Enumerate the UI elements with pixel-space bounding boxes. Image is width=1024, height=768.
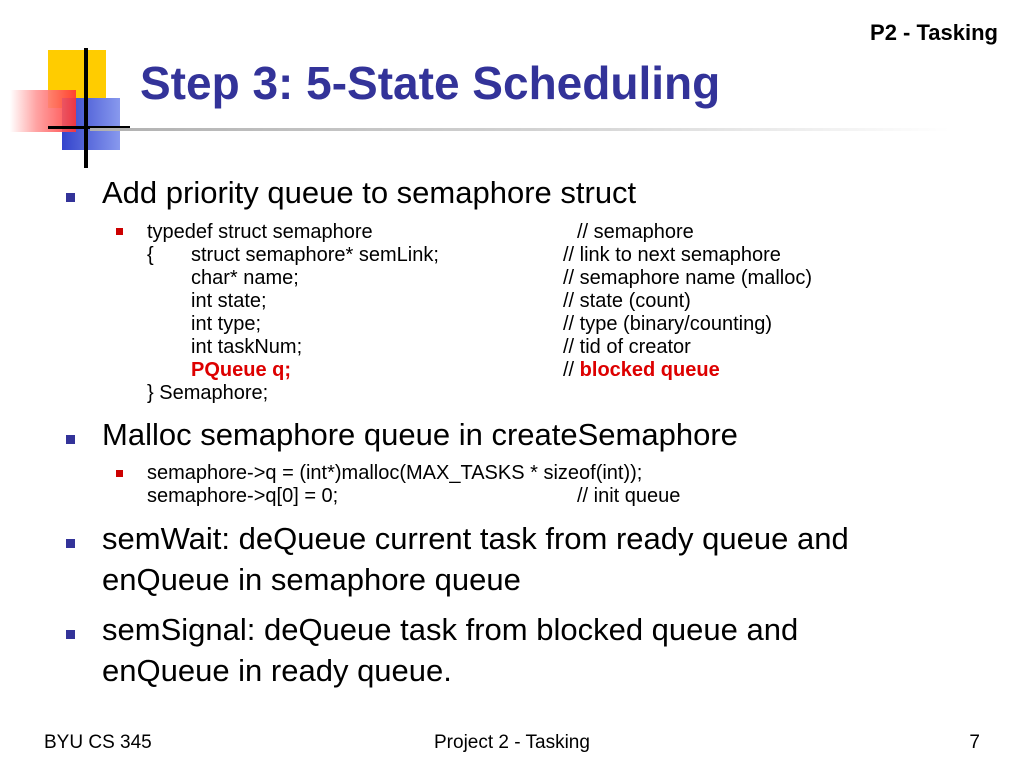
code-line-highlight: PQueue q;	[191, 359, 292, 381]
comment-prefix: //	[563, 359, 580, 381]
logo-blocks	[0, 40, 140, 170]
footer-center: Project 2 - Tasking	[434, 732, 590, 753]
header-tag: P2 - Tasking	[870, 20, 998, 45]
code-comment: // init queue	[577, 485, 681, 507]
code-line: char* name;	[191, 267, 299, 289]
code-line: semaphore->q[0] = 0;	[147, 485, 339, 507]
bullet-marker	[66, 193, 75, 202]
slide-title: Step 3: 5-State Scheduling	[140, 57, 721, 109]
footer-left: BYU CS 345	[44, 732, 152, 753]
bullet-4-line1: semSignal: deQueue task from blocked queue and	[102, 612, 799, 647]
code-comment: // link to next semaphore	[563, 244, 781, 266]
code-line: int state;	[191, 290, 267, 312]
code-line: struct semaphore* semLink;	[191, 244, 439, 266]
code-line: typedef struct semaphore	[147, 221, 373, 243]
bullet-4-line2: enQueue in ready queue.	[102, 653, 452, 688]
bullet-2-text: Malloc semaphore queue in createSemaphore	[102, 417, 738, 452]
bullet-marker	[66, 435, 75, 444]
bullet-3-line2: enQueue in semaphore queue	[102, 562, 521, 597]
code-comment: // semaphore name (malloc)	[563, 267, 812, 289]
sub-bullet-marker	[116, 470, 123, 477]
code-comment: // type (binary/counting)	[563, 313, 772, 335]
bullet-1-text: Add priority queue to semaphore struct	[102, 175, 637, 210]
bullet-3-line1: semWait: deQueue current task from ready queue and	[102, 521, 849, 556]
title-divider	[90, 128, 950, 131]
code-line: int type;	[191, 313, 262, 335]
code-line: } Semaphore;	[147, 382, 269, 404]
code-comment: // tid of creator	[563, 336, 691, 358]
sub-bullet-marker	[116, 228, 123, 235]
page-number: 7	[969, 732, 980, 753]
code-brace: {	[147, 244, 154, 266]
code-line: semaphore->q = (int*)malloc(MAX_TASKS * sizeof(int));	[147, 462, 643, 484]
code-comment-highlight	[563, 359, 720, 382]
bullet-marker	[66, 539, 75, 548]
bullet-marker	[66, 630, 75, 639]
code-line: int taskNum;	[191, 336, 303, 358]
comment-highlight: blocked queue	[579, 359, 720, 381]
code-comment: // semaphore	[577, 221, 694, 243]
code-comment: // state (count)	[563, 290, 691, 312]
